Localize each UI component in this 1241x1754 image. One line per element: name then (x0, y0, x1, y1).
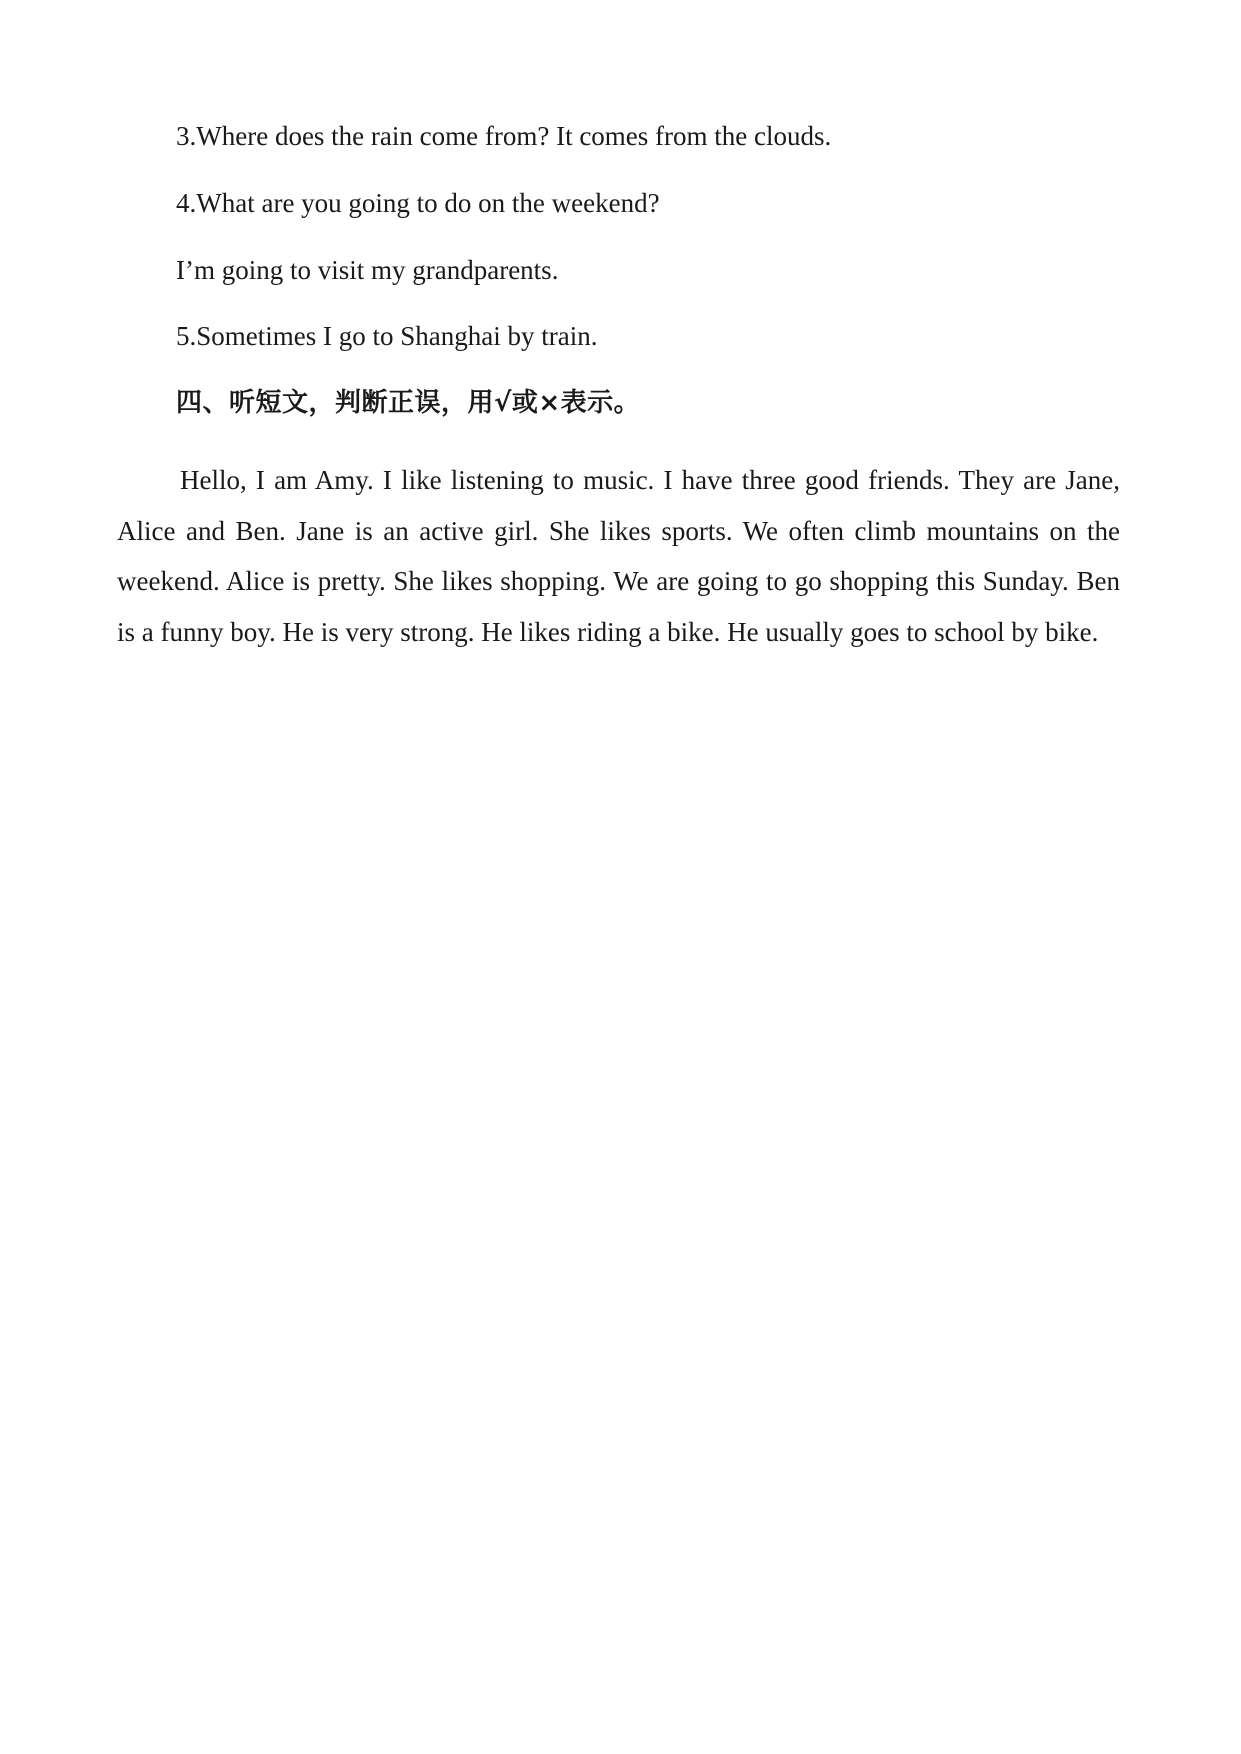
answer-item-5: 5.Sometimes I go to Shanghai by train. (176, 321, 598, 351)
answer-item-4-answer: I’m going to visit my grandparents. (176, 255, 559, 285)
answer-item-3: 3.Where does the rain come from? It comes from the clouds. (176, 121, 832, 151)
section-4-heading: 四、听短文，判断正误，用√或×表示。 (176, 388, 641, 418)
answer-item-4-question: 4.What are you going to do on the weekend? (176, 188, 660, 218)
listening-passage: Hello, I am Amy. I like listening to music. I have three good friends. They are Jane, Alice and Ben. Jane is an active girl. She likes sports. We often climb mountains on the weekend. Alice is pretty. She likes shopping. We are going to go shopping this Sunday. Ben is a funny boy. He is very strong. He likes riding a bike. He usually goes to school by bike. (117, 465, 1120, 647)
